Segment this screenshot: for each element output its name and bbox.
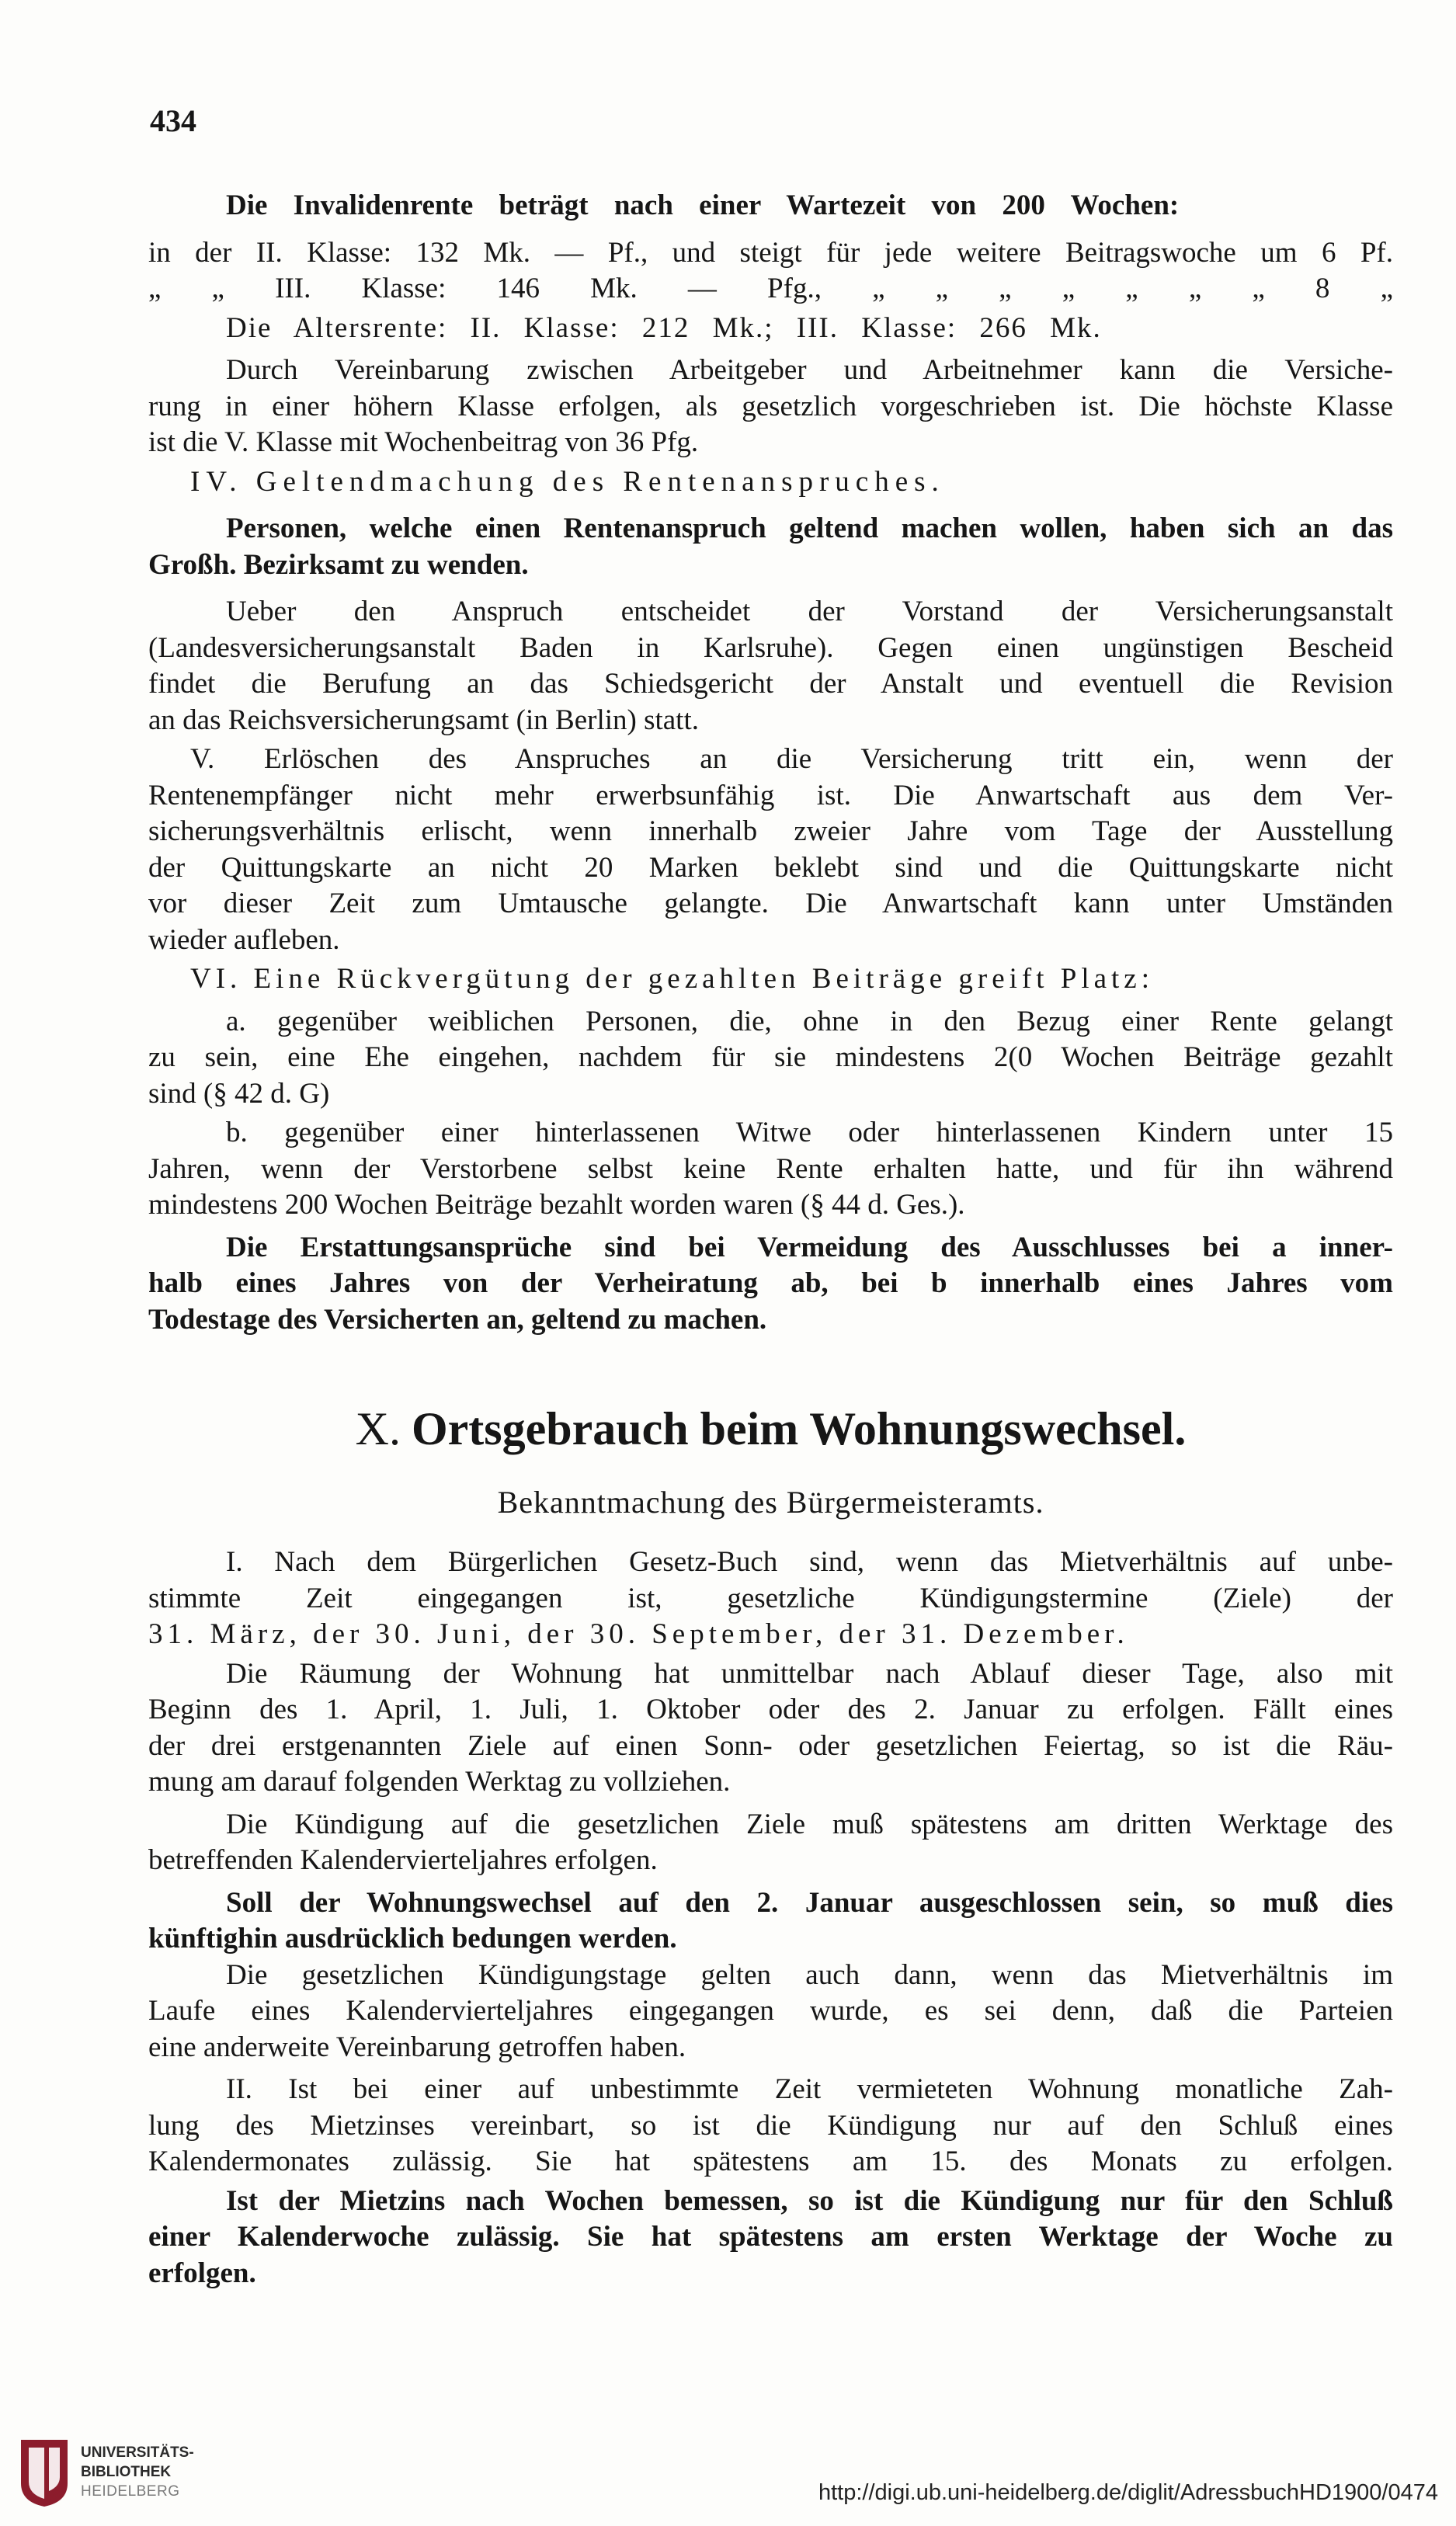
chapter-title-text: Ortsgebrauch beim Wohnungswechsel.: [412, 1403, 1187, 1454]
text-line: mindestens 200 Wochen Beiträge bezahlt worden waren (§ 44 d. Ges.).: [148, 1189, 965, 1221]
paragraph: [148, 594, 1393, 738]
text-line: Die Kündigung auf die gesetzlichen Ziele muß spätestens am dritten Werktage des: [226, 1808, 1393, 1840]
text-line: halb eines Jahres von der Verheiratung ab, bei b innerhalb eines Jahres vom: [148, 1267, 1393, 1299]
paragraph: [148, 1544, 1393, 1653]
text-line: zu sein, eine Ehe eingehen, nachdem für sie mindestens 2(0 Wochen Beiträge gezahlt: [148, 1041, 1393, 1073]
text-line: I. Nach dem Bürgerlichen Gesetz-Buch sind, wenn das Mietverhältnis auf unbe-: [226, 1546, 1393, 1578]
text-line: Durch Vereinbarung zwischen Arbeitgeber und Arbeitnehmer kann die Versiche-: [226, 354, 1393, 386]
text-line: b. gegenüber einer hinterlassenen Witwe oder hinterlassenen Kindern unter 15: [226, 1117, 1393, 1148]
paragraph: [148, 742, 1393, 958]
chapter-title: [148, 1398, 1393, 1460]
text-line: ist die V. Klasse mit Wochenbeitrag von 36 Pfg.: [148, 426, 699, 458]
text-line: künftighin ausdrücklich bedungen werden.: [148, 1923, 677, 1954]
text-line: II. Ist bei einer auf unbestimmte Zeit vermieteten Wohnung monatliche Zah-: [226, 2073, 1393, 2105]
text-line: Die Erstattungsansprüche sind bei Vermeidung des Ausschlusses bei a inner-: [226, 1231, 1393, 1263]
text-line: vor dieser Zeit zum Umtausche gelangte. Die Anwartschaft kann unter Umständen: [148, 888, 1393, 919]
text-line: (Landesversicherungsanstalt Baden in Karlsruhe). Gegen einen ungünstigen Bescheid: [148, 631, 1393, 664]
chapter-numeral: X.: [355, 1403, 401, 1454]
paragraph: [148, 511, 1393, 583]
paragraph: [148, 1656, 1393, 1801]
text-line: Jahren, wenn der Verstorbene selbst keine Rente erhalten hatte, und für ihn während: [148, 1152, 1393, 1185]
text-line: in der II. Klasse: 132 Mk. — Pf., und steigt für jede weitere Beitragswoche um 6 Pf.: [148, 236, 1393, 269]
text-line: Die Altersrente: II. Klasse: 212 Mk.; III. Klasse: 266 Mk.: [226, 311, 1102, 344]
paragraph: [148, 2072, 1393, 2180]
text-line: einer Kalenderwoche zulässig. Sie hat spätestens am ersten Werktage der Woche zu: [148, 2221, 1393, 2253]
text-line: Die Räumung der Wohnung hat unmittelbar nach Ablauf dieser Tage, also mit: [226, 1657, 1393, 1690]
text-line: Laufe eines Kalendervierteljahres eingegangen wurde, es sei denn, daß die Parteien: [148, 1995, 1393, 2027]
text-line: wieder aufleben.: [148, 923, 340, 956]
text-line: Rentenempfänger nicht mehr erwerbsunfähig ist. Die Anwartschaft aus dem Ver-: [148, 779, 1393, 811]
section-heading: IV. Geltendmachung des Rentenanspruches.: [190, 465, 945, 498]
paragraph: [148, 188, 1393, 346]
text-line: erfolgen.: [148, 2257, 256, 2289]
text-line: Kalendermonates zulässig. Sie hat spätestens am 15. des Monats zu erfolgen.: [148, 2146, 1393, 2177]
paragraph: [148, 1807, 1393, 1879]
text-line: eine anderweite Vereinbarung getroffen haben.: [148, 2031, 686, 2063]
paragraph: [148, 1004, 1393, 1113]
text-line: 31. März, der 30. Juni, der 30. September, der 31. Dezember.: [148, 1618, 1129, 1650]
library-name-line: HEIDELBERG: [81, 2483, 180, 2500]
library-name-line: UNIVERSITÄTS-: [81, 2444, 194, 2461]
paragraph: [148, 353, 1393, 461]
text-line: Ist der Mietzins nach Wochen bemessen, so ist die Kündigung nur für den Schluß: [226, 2184, 1393, 2217]
paragraph: [148, 1115, 1393, 1224]
page-number: 434: [150, 103, 196, 138]
text-line: Die gesetzlichen Kündigungstage gelten auch dann, wenn das Mietverhältnis im: [226, 1958, 1393, 1991]
text-line: der Quittungskarte an nicht 20 Marken beklebt sind und die Quittungskarte nicht: [148, 851, 1393, 884]
text-line: der drei erstgenannten Ziele auf einen Sonn- oder gesetzlichen Feiertag, so ist die Räu-: [148, 1729, 1393, 1762]
library-name-line: BIBLIOTHEK: [81, 2464, 172, 2480]
paragraph: [148, 1230, 1393, 1339]
text-line: sind (§ 42 d. G): [148, 1077, 330, 1110]
library-logo-icon: [16, 2437, 72, 2508]
paragraph: [148, 2184, 1393, 2292]
text-line: sicherungsverhältnis erlischt, wenn innerhalb zweier Jahre vom Tage der Ausstellung: [148, 815, 1393, 847]
moving-customs-section: [148, 1544, 1393, 2291]
text-line: a. gegenüber weiblichen Personen, die, ohne in den Bezug einer Rente gelangt: [226, 1005, 1393, 1037]
text-line: rung in einer höhern Klasse erfolgen, als gesetzlich vorgeschrieben ist. Die höchste Klasse: [148, 390, 1393, 422]
text-line: betreffenden Kalendervierteljahres erfolgen.: [148, 1844, 658, 1876]
text-line: Personen, welche einen Rentenanspruch geltend machen wollen, haben sich an das: [226, 512, 1393, 544]
text-line: Ueber den Anspruch entscheidet der Vorstand der Versicherungsanstalt: [226, 596, 1393, 627]
text-line: Beginn des 1. April, 1. Juli, 1. Oktober oder des 2. Januar zu erfolgen. Fällt eines: [148, 1694, 1393, 1725]
paragraph: [148, 1885, 1393, 1958]
text-line: Die Invalidenrente beträgt nach einer Wartezeit von 200 Wochen:: [226, 189, 1180, 221]
paragraph: [148, 1958, 1393, 2066]
text-line: Todestage des Versicherten an, geltend zu machen.: [148, 1303, 767, 1336]
section-heading: VI. Eine Rückvergütung der gezahlten Beiträge greift Platz:: [190, 963, 1155, 995]
library-name: [81, 2443, 194, 2501]
pension-section: [148, 188, 1393, 1338]
text-line: „ „ III. Klasse: 146 Mk. — Pfg., „ „ „ „ „ „ „ 8 „: [148, 273, 1393, 304]
chapter-subtitle: Bekanntmachung des Bürgermeisteramts.: [497, 1485, 1044, 1520]
text-line: mung am darauf folgenden Werktag zu vollziehen.: [148, 1766, 731, 1798]
text-line: an das Reichsversicherungsamt (in Berlin) statt.: [148, 704, 699, 736]
source-url: http://digi.ub.uni-heidelberg.de/diglit/AdressbuchHD1900/0474: [818, 2480, 1438, 2505]
text-line: lung des Mietzinses vereinbart, so ist die Kündigung nur auf den Schluß eines: [148, 2109, 1393, 2142]
text-line: stimmte Zeit eingegangen ist, gesetzliche Kündigungstermine (Ziele) der: [148, 1582, 1393, 1614]
text-line: Großh. Bezirksamt zu wenden.: [148, 548, 529, 581]
text-line: Soll der Wohnungswechsel auf den 2. Januar ausgeschlossen sein, so muß dies: [226, 1886, 1393, 1919]
text-line: V. Erlöschen des Anspruches an die Versicherung tritt ein, wenn der: [190, 743, 1393, 775]
text-line: findet die Berufung an das Schiedsgericht der Anstalt und eventuell die Revision: [148, 668, 1393, 700]
